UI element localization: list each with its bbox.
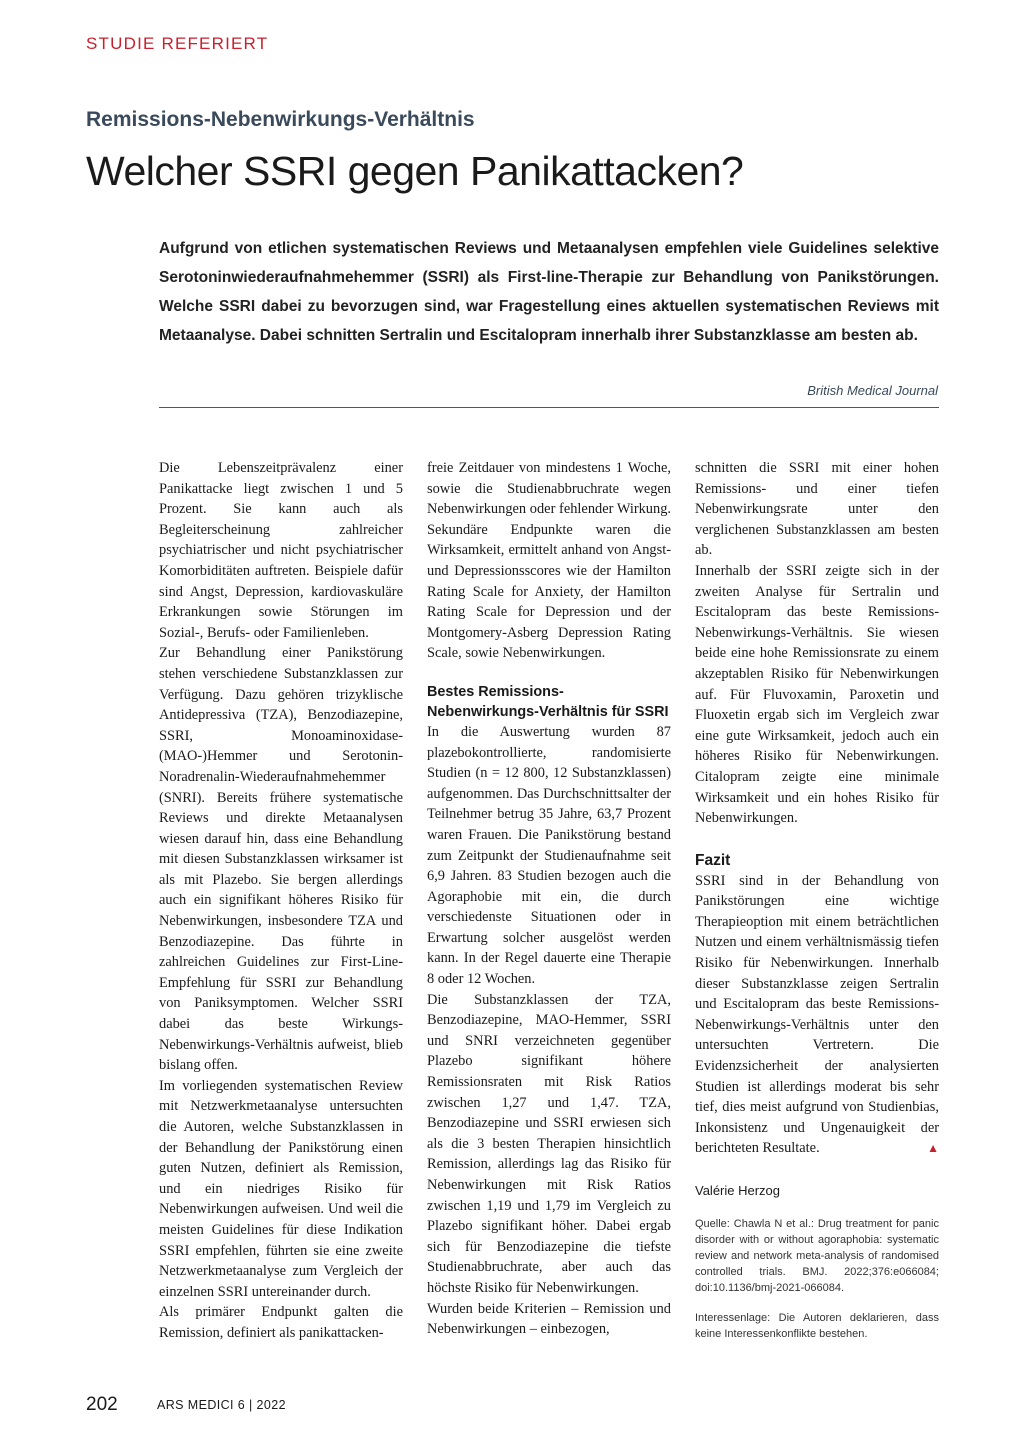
article-subtitle: Remissions-Nebenwirkungs-Verhältnis <box>86 108 475 131</box>
divider <box>159 407 939 408</box>
paragraph: Zur Behandlung einer Panikstörung stehen verschiedene Substanzklassen zur Verfügung. Dazu gehören trizyklische Antidepressiva (TZA), Benzodiazepine, SSRI, Monoaminoxidase-(MAO-)Hemmer und Serotonin-Noradrenalin-Wiederaufnahmehemmer (SNRI). Bereits frühere systematische Reviews und direkte Metaanalysen wiesen darauf hin, dass eine Behandlung mit diesen Substanzklassen wirksamer ist als mit Plazebo. Sie bergen allerdings auch ein signifikant höheres Risiko für Nebenwirkungen, insbesondere TZA und Benzodiazepine. Das führte in zahlreichen Guidelines zur First-Line-Empfehlung für SSRI zur Behandlung von Paniksymptomen. Welcher SSRI dabei das beste Wirkungs-Nebenwirkungs-Verhältnis aufweist, blieb bislang offen. <box>159 645 403 1074</box>
paragraph: Als primärer Endpunkt galten die Remission, definiert als panikattacken- <box>159 1304 403 1341</box>
paragraph: In die Auswertung wurden 87 plazebokontrollierte, randomisierte Studien (n = 12 800, 12 Substanzklassen) aufgenommen. Das Durchschnittsalter der Teilnehmer betrug 35 Jahre, 63,7 Prozent waren Frauen. Die Panikstörung bestand zum Zeitpunkt der Studienaufnahme seit 6,9 Jahren. 83 Studien bezogen auch die Agoraphobie mit ein, die durch verschiedenste Situationen oder in Erwartung solcher ausgelöst werden kann. In der Regel dauerte eine Therapie 8 oder 12 Wochen. <box>427 723 671 988</box>
text-column-2 <box>427 458 671 1340</box>
paragraph: Innerhalb der SSRI zeigte sich in der zweiten Analyse für Sertralin und Escitalopram das beste Remissions-Nebenwirkungs-Verhältnis. Sie wiesen beide eine hohe Remissionsrate zu einem akzeptablen Risiko für Nebenwirkungen auf. Für Fluvoxamin, Paroxetin und Fluoxetin ergab sich im Vergleich zwar eine gute Wirksamkeit, jedoch auch ein höheres Risiko für Nebenwirkungen. Citalopram zeigte eine minimale Wirksamkeit und ein hohes Risiko für Nebenwirkungen. <box>695 562 939 827</box>
article-lead: Aufgrund von etlichen systematischen Reviews und Metaanalysen empfehlen viele Guidelines selektive Serotoninwiederaufnahmehemmer (SSRI) als First-line-Therapie zur Behandlung von Panikstörungen. Welche SSRI dabei zu bevorzugen sind, war Fragestellung eines aktuellen systematischen Reviews mit Metaanalyse. Dabei schnitten Sertralin und Escitalopram innerhalb ihrer Substanzklasse am besten ab. <box>159 240 939 344</box>
fazit-text: SSRI sind in der Behandlung von Panikstörungen eine wichtige Therapieoption mit einem beträchtlichen Nutzen und einem verhältnismässig tiefen Risiko für Nebenwirkungen. Innerhalb dieser Substanzklasse zeigen Sertralin und Escitalopram das beste Remissions-Nebenwirkungs-Verhältnis unter den untersuchten Vertretern. Die Evidenzsicherheit der analysierten Studien ist allerdings moderat bis sehr tief, dies meist aufgrund von Studienbias, Inkonsistenz und Ungenauigkeit der berichteten Resultate. <box>695 872 939 1157</box>
conflict-of-interest: Interessenlage: Die Autoren deklarieren, dass keine Interessenkonflikte bestehen. <box>695 1311 939 1340</box>
author-name: Valérie Herzog <box>695 1183 781 1198</box>
section-kicker: STUDIE REFERIERT <box>86 34 269 53</box>
source-journal: British Medical Journal <box>807 383 938 398</box>
text-column-3 <box>695 458 939 1342</box>
article-title: Welcher SSRI gegen Panikattacken? <box>86 148 744 194</box>
end-triangle-icon: ▲ <box>927 1141 939 1156</box>
paragraph: Die Lebenszeitprävalenz einer Panikattacke liegt zwischen 1 und 5 Prozent. Sie kann auch als Begleiterscheinung zahlreicher psychiatrischer und nicht psychiatrischer Komorbiditäten auftreten. Beispiele dafür sind Angst, Depression, kardiovaskuläre Erkrankungen sowie Störungen im Sozial-, Berufs- oder Familienleben. <box>159 460 403 641</box>
magazine-issue: ARS MEDICI 6 | 2022 <box>157 1398 286 1412</box>
paragraph: freie Zeitdauer von mindestens 1 Woche, sowie die Studienabbruchrate wegen Nebenwirkungen oder fehlender Wirkung. Sekundäre Endpunkte waren die Wirksamkeit, ermittelt anhand von Angst- und Depressionsscores wie der Hamilton Rating Scale for Anxiety, der Hamilton Rating Scale for Depression und der Montgomery-Asberg Depression Rating Scale, sowie Nebenwirkungen. <box>427 460 671 662</box>
page-number: 202 <box>86 1394 118 1415</box>
source-citation: Quelle: Chawla N et al.: Drug treatment for panic disorder with or without agoraphobia: systematic review and network meta-analysis of randomised controlled trials. BMJ. 2022;376:e066084; doi:10.1136/bmj-2021-066084. <box>695 1217 939 1294</box>
section-heading: Bestes Remissions-Nebenwirkungs-Verhältnis für SSRI <box>427 683 669 720</box>
fazit-paragraph <box>695 871 939 1159</box>
paragraph: Die Substanzklassen der TZA, Benzodiazepine, MAO-Hemmer, SSRI und SNRI verzeichneten gegenüber Plazebo signifikant höhere Remissionsraten mit Risk Ratios zwischen 1,27 und 1,47. TZA, Benzodiazepine und SSRI erwiesen sich als die 3 besten Therapien hinsichtlich Remission, allerdings lag das Risiko für Nebenwirkungen mit Risk Ratios zwischen 1,19 und 1,79 im Vergleich zu Plazebo signifikant höher. Dabei ergab sich für Benzodiazepine die tiefste Studienabbruchrate, aber auch das höchste Risiko für Nebenwirkungen. <box>427 991 671 1296</box>
paragraph: schnitten die SSRI mit einer hohen Remissions- und einer tiefen Nebenwirkungsrate unter den verglichenen Substanzklassen am besten ab. <box>695 460 939 559</box>
paragraph: Im vorliegenden systematischen Review mit Netzwerkmetaanalyse untersuchten die Autoren, welche Substanzklassen in der Behandlung der Panikstörung einen guten Nutzen, definiert als Remission, und ein niedriges Risiko für Nebenwirkungen aufweisen. Und weil die meisten Guidelines für diese Indikation SSRI empfehlen, führten sie eine zweite Netzwerkmetaanalyse zum Vergleich der einzelnen SSRI untereinander durch. <box>159 1077 403 1300</box>
paragraph: Wurden beide Kriterien – Remission und Nebenwirkungen – einbezogen, <box>427 1300 671 1338</box>
fazit-heading: Fazit <box>695 851 731 869</box>
text-column-1 <box>159 458 403 1344</box>
